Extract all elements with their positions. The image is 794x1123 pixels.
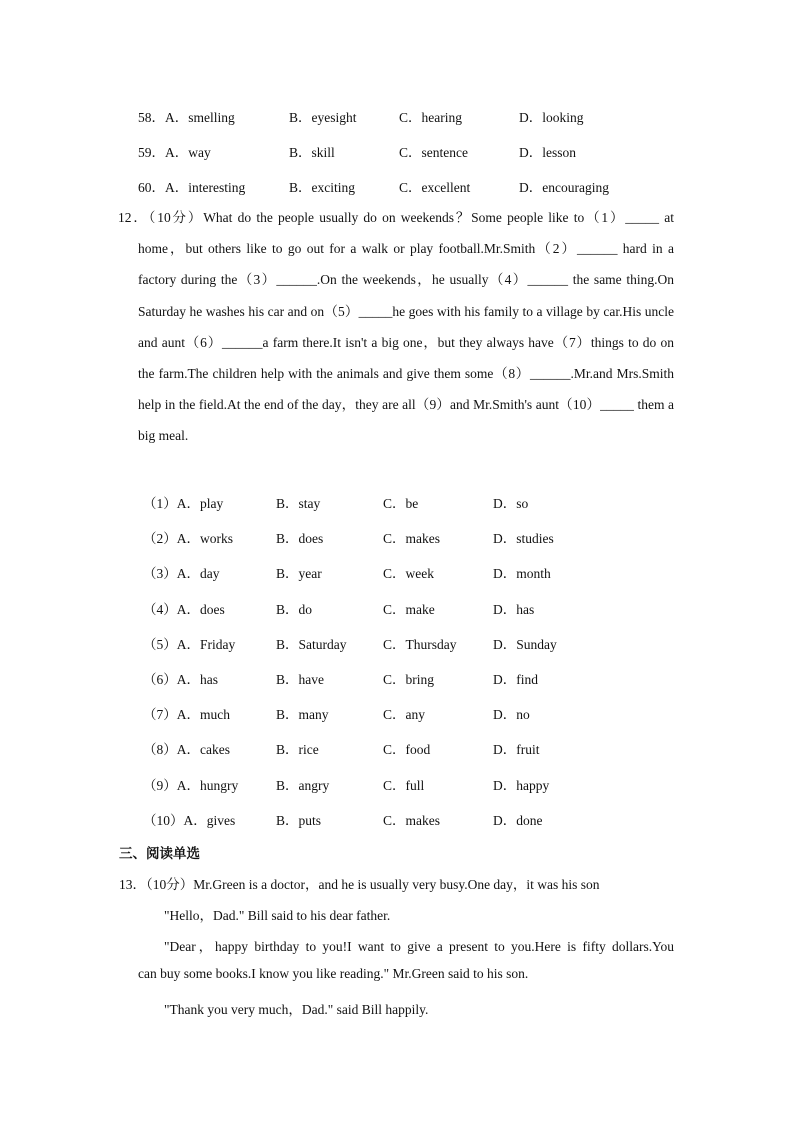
option-d: D．encouraging (519, 180, 609, 195)
passage-line: "Thank you very much，Dad." said Bill happily. (164, 1002, 429, 1017)
option-c: C．excellent (399, 180, 471, 195)
option-a: （7）A．much (143, 707, 230, 723)
option-d: D．studies (493, 531, 554, 547)
option-c: C．Thursday (383, 636, 457, 652)
option-c: C．bring (383, 672, 435, 687)
option-a: （5）A．Friday (143, 636, 236, 652)
option-d: D．so (493, 496, 529, 511)
option-b: B．eyesight (289, 110, 357, 125)
option-c: C．hearing (399, 110, 462, 125)
passage-line: "Dear，happy birthday to you!I want to give a present to you.Here is fifty dollars.You (164, 939, 674, 954)
option-c: C．full (383, 777, 425, 793)
option-b: B．do (276, 601, 313, 617)
option-b: B．stay (276, 496, 321, 511)
option-a: （6）A．has (143, 672, 218, 687)
option-b: B．angry (276, 777, 330, 793)
option-b: B．exciting (289, 180, 355, 195)
option-a: （3）A．day (143, 566, 220, 582)
option-a: 58．A．smelling (138, 110, 235, 125)
option-a: 60．A．interesting (138, 180, 246, 195)
passage-line: can buy some books.I know you like reading." Mr.Green said to his son. (138, 966, 529, 981)
option-c: C．be (383, 496, 419, 511)
option-a: （8）A．cakes (143, 742, 230, 758)
question-13-intro: 13．（10分）Mr.Green is a doctor，and he is usually very busy.One day，it was his son (119, 877, 600, 892)
option-b: B．puts (276, 812, 322, 828)
option-b: B．does (276, 531, 324, 547)
option-d: D．happy (493, 777, 550, 793)
option-c: C．food (383, 742, 431, 758)
option-d: D．Sunday (493, 636, 557, 652)
option-d: D．done (493, 812, 543, 828)
option-c: C．sentence (399, 145, 468, 160)
option-a: 59．A．way (138, 145, 211, 160)
option-a: （4）A．does (143, 601, 225, 617)
option-d: D．no (493, 707, 530, 723)
option-c: C．week (383, 566, 434, 582)
option-a: （10）A．gives (143, 812, 236, 828)
question-12-passage: 12．（10分）What do the people usually do on weekends？Some people like to（1）_____ at home，but others like to go out for a walk or play football.Mr.Smith（2）______ hard in a factory during the（3）______.On the weekends，he usually（4）______ the same thing.On Saturday he washes his car and on（5）_____he goes with his family to a village by car.His uncle and aunt（6）______a farm there.It isn't a big one，but they always have（7）things to do on the farm.The children help with the animals and give them some（8）______.Mr.and Mrs.Smith help in the field.At the end of the day，they are all（9）and Mr.Smith's aunt（10）_____ them a big meal. (118, 210, 674, 444)
option-a: （1）A．play (143, 496, 224, 511)
option-a: （2）A．works (143, 531, 233, 547)
option-c: C．makes (383, 531, 440, 547)
option-a: （9）A．hungry (143, 777, 239, 793)
option-c: C．make (383, 601, 435, 617)
section-title: 三、阅读单选 (119, 846, 200, 862)
option-d: D．fruit (493, 742, 540, 758)
option-c: C．makes (383, 812, 440, 828)
option-d: D．lesson (519, 145, 576, 160)
option-d: D．find (493, 672, 538, 687)
option-d: D．month (493, 566, 551, 582)
option-b: B．many (276, 707, 329, 723)
option-b: B．skill (289, 145, 335, 160)
option-c: C．any (383, 707, 425, 723)
option-d: D．has (493, 601, 535, 617)
option-d: D．looking (519, 110, 584, 125)
option-b: B．have (276, 672, 324, 687)
option-b: B．Saturday (276, 636, 347, 652)
option-b: B．rice (276, 742, 319, 758)
passage-line: "Hello，Dad." Bill said to his dear father. (164, 908, 391, 923)
option-b: B．year (276, 566, 322, 582)
